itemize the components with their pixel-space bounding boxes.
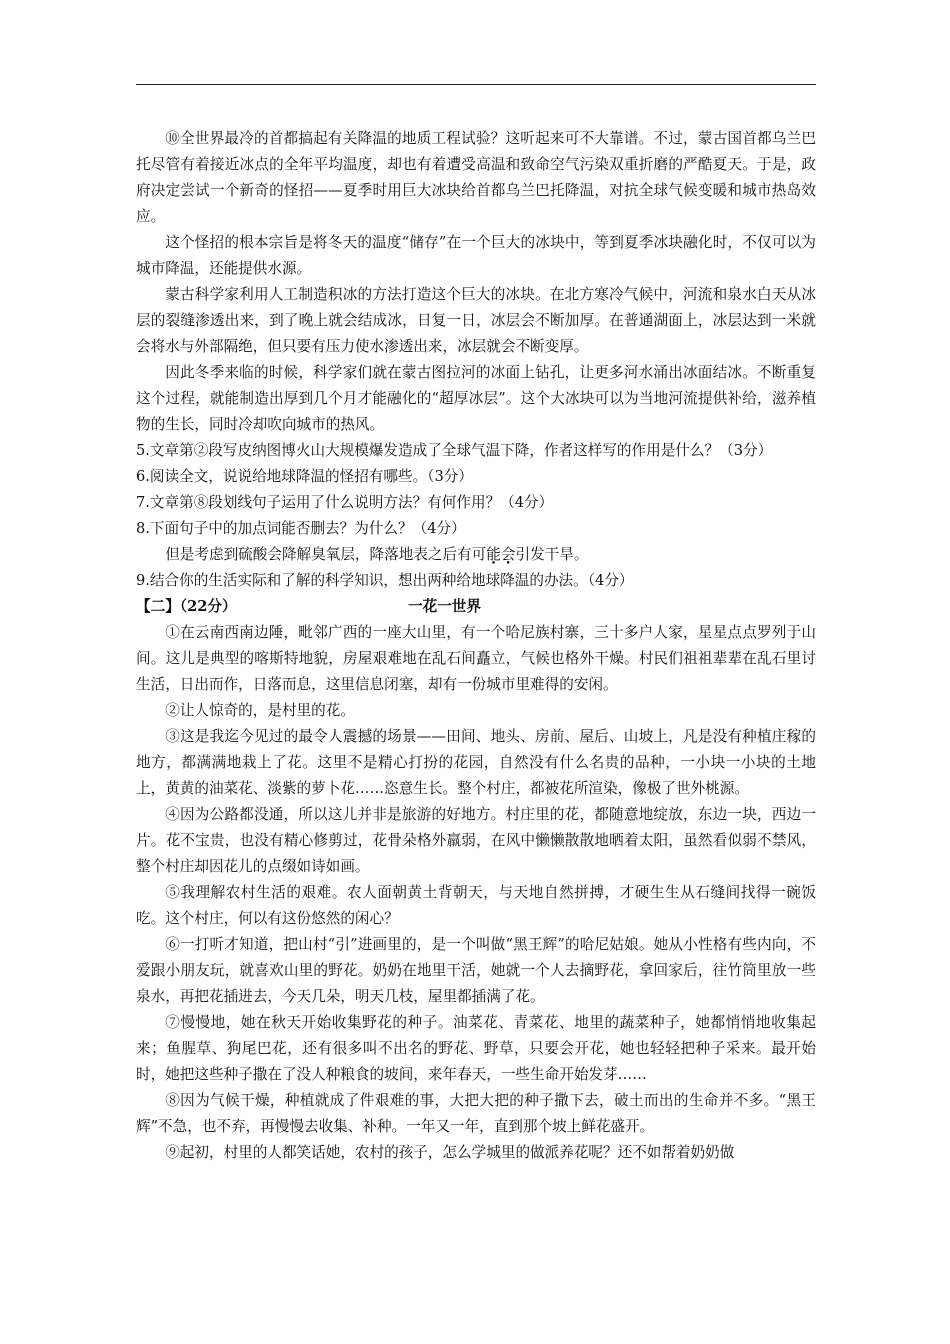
sentence-text: 会引发干旱。 <box>500 546 589 563</box>
paragraph-5 <box>136 880 816 932</box>
dotted-word: 能 <box>486 546 501 563</box>
paragraph-1 <box>136 620 816 698</box>
text-line: （3分） <box>719 442 773 459</box>
paragraph-9 <box>136 1140 816 1166</box>
text-line: 植庄稼的地方，都满满地栽上了花。这里不是精心打扮的花园，自然没有什么名贵的品种，一小 <box>136 728 816 771</box>
paragraph-8 <box>136 1088 816 1140</box>
text-line: 蒙古科学家利用人工制造积冰的方法打造这个巨大的冰块。在北方寒冷气候中，河流和泉 <box>165 286 743 303</box>
text-line: 看似弱不禁风，整个村庄却因花儿的点缀如诗如画。 <box>136 832 816 875</box>
text-line: ④因为公路都没通，所以这儿并非是旅游的好地方。村庄里的花，都随意地绽放，东边一块， <box>165 806 772 823</box>
text-line: 因此冬季来临的时候，科学家们就在蒙古图拉河的冰面上钻孔，让更多河水涌出冰面结冰。 <box>165 364 757 381</box>
paragraph-7 <box>136 1010 816 1088</box>
paragraph-10 <box>136 126 816 230</box>
text-line: 采来。最开始时，她把这些种子撒在了没人种粮食的坡间，来年春天，一些生命开始发芽…… <box>136 1040 816 1083</box>
text-line: 极了世外桃源。 <box>646 780 749 797</box>
text-line: ⑩全世界最冷的首都搞起有关降温的地质工程试验？这听起来可不大靠谱。不过，蒙古国 <box>165 130 743 147</box>
text-line: 西边一片。花不宝贵，也没有精心修剪过，花骨朵格外羸弱，在风中懒懒散散地晒着太阳，虽然 <box>136 806 816 849</box>
text-line: 收集起来；鱼腥草、狗尾巴花，还有很多叫不出名的野花、野草，只要会开花，她也轻轻把种子 <box>136 1014 816 1057</box>
section-label: 【二】（22分） <box>136 598 237 615</box>
text-line: ③这是我迄今见过的最令人震撼的场景——田间、地头、房前、屋后、山坡上，凡是没有种 <box>165 728 757 745</box>
text-line: 上，冰层达到一米就会将水与外部隔绝，但只要有压力使水渗透出来，冰层就会不断变厚。 <box>136 312 816 355</box>
paragraph-4 <box>136 802 816 880</box>
text-line: 回家后，往竹筒里放一些泉水，再把花插进去，今天几朵，明天几枝，屋里都插满了花。 <box>136 962 816 1005</box>
question-8: 8.下面句子中的加点词能否删去？为什么？（4分） <box>136 520 466 537</box>
text-line: 块一小块的土地上，黄黄的油菜花、淡紫的萝卜花……恣意生长。整个村庄，都被花所渲染，像 <box>136 754 816 797</box>
text-line: ②让人惊奇的，是村里的花。 <box>165 702 355 719</box>
paragraph-12 <box>136 282 816 360</box>
question-9: 9.结合你的生活实际和了解的科学知识，想出两种给地球降温的办法。（4分） <box>136 572 634 589</box>
text-line: ①在云南西南边陲，毗邻广西的一座大山里，有一个哈尼族村寨，三十多户人家，星星点点 <box>165 624 757 641</box>
text-line: 温，对抗全球气候变暖和城市热岛效应。 <box>136 182 816 225</box>
article-title: 一花一世界 <box>408 598 481 615</box>
text-line: 罗列于山间。这儿是典型的喀斯特地貌，房屋艰难地在乱石间矗立，气候也格外干燥。村民们祖 <box>136 624 816 667</box>
paragraph-13 <box>136 360 816 438</box>
dotted-word: 可 <box>471 546 487 563</box>
page-content <box>136 126 816 1166</box>
paragraph-6 <box>136 932 816 1010</box>
question-7: 7.文章第⑧段划线句子运用了什么说明方法？有何作用？（4分） <box>136 494 554 511</box>
text-line: 时，不仅可以为城市降温，还能提供水源。 <box>136 234 816 277</box>
text-line: 这个怪招的根本宗旨是将冬天的温度“储存”在一个巨大的冰块中，等到夏季冰块融化 <box>165 234 713 251</box>
text-line: 水白天从冰层的裂缝渗透出来，到了晚上就会结成冰，日复一日，冰层会不断加厚。在普通湖面 <box>136 286 816 329</box>
paragraph-11 <box>136 230 816 282</box>
text-line: 首都乌兰巴托尽管有着接近冰点的全年平均温度，却也有着遭受高温和致命空气污染双重折 <box>136 130 816 173</box>
text-line: 5.文章第②段写皮纳图博火山大规模爆发造成了全球气温下降，作者这样写的作用是什么？ <box>136 442 720 459</box>
section-heading <box>136 594 816 620</box>
text-line: 得一碗饭吃。这个村庄，何以有这份悠然的闲心？ <box>136 884 816 927</box>
question-5 <box>136 438 816 464</box>
text-line: 格有些内向，不爱跟小朋友玩，就喜欢山里的野花。奶奶在地里干活，她就一个人去摘野花，拿 <box>136 936 816 979</box>
text-line: 磨的严酷夏天。于是，政府决定尝试一个新奇的怪招——夏季时用巨大冰块给首都乌兰巴托降 <box>136 156 816 199</box>
text-line: 河流提供补给，滋养植物的生长，同时冷却吹向城市的热风。 <box>136 390 816 433</box>
text-line: ⑧因为气候干燥，种植就成了件艰难的事，大把大把的种子撒下去，破土而出的生命并不 <box>165 1092 749 1109</box>
text-line: ⑥一打听才知道，把山村“引”进画里的，是一个叫做“黑王辉”的哈尼姑娘。她从小性 <box>165 936 713 953</box>
text-line: ⑨起初，村里的人都笑话她，农村的孩子，怎么学城里的做派养花呢？还不如帮着奶奶做 <box>165 1144 735 1161</box>
header-rule <box>136 84 816 85</box>
question-6: 6.阅读全文，说说给地球降温的怪招有哪些。（3分） <box>136 468 473 485</box>
text-line: ⑤我理解农村生活的艰难。农人面朝黄土背朝天，与天地自然拼搏，才硬生生从石缝间找 <box>165 884 756 901</box>
text-line: 不断重复这个过程，就能制造出厚到几个月才能融化的“超厚冰层”。这个大冰块可以为当地 <box>136 364 816 407</box>
text-line: 多。“黑王辉”不急，也不弃，再慢慢去收集、补种。一年又一年，直到那个坡上鲜花盛开。 <box>136 1092 816 1135</box>
paragraph-3 <box>136 724 816 802</box>
paragraph-2 <box>136 698 816 724</box>
text-line: 祖辈辈在乱石里讨生活，日出而作，日落而息，这里信息闭塞，却有一份城市里难得的安闲。 <box>136 650 816 693</box>
question-8-sentence <box>136 542 816 568</box>
sentence-text: 但是考虑到硫酸会降解臭氧层，降落地表之后有 <box>165 546 472 563</box>
text-line: ⑦慢慢地，她在秋天开始收集野花的种子。油菜花、青菜花、地里的蔬菜种子，她都悄悄地 <box>165 1014 772 1031</box>
